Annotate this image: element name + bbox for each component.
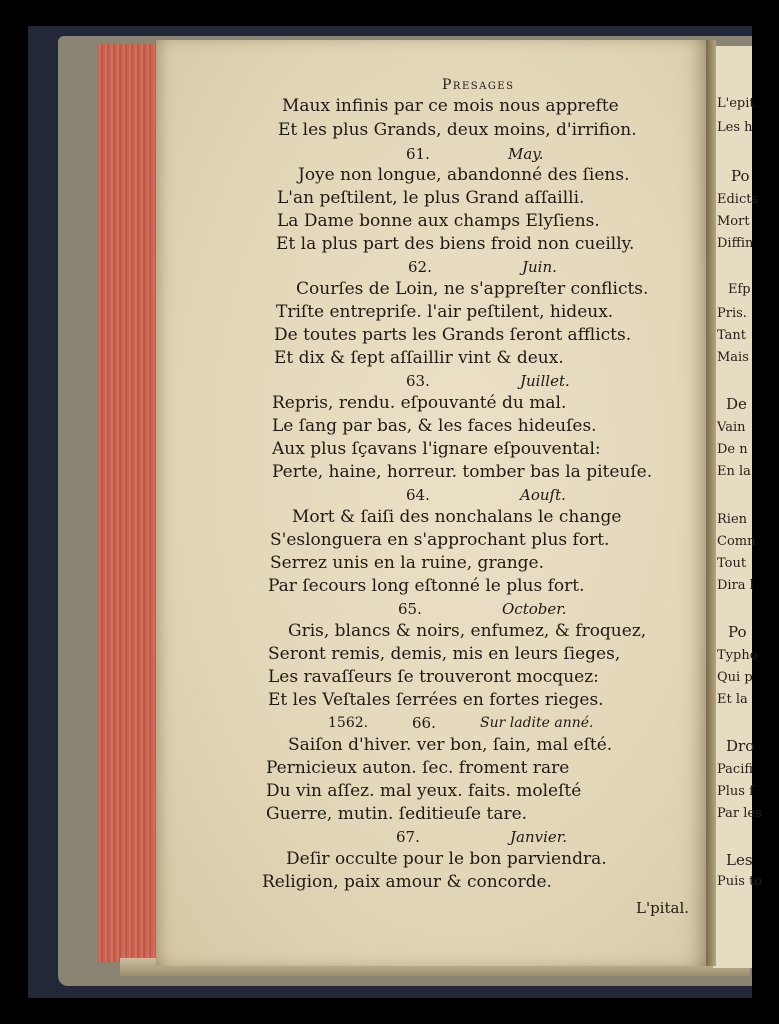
right-fragment: Po [731, 167, 750, 185]
verse-line: S'eslonguera en s'approchant plus fort. [270, 530, 610, 550]
verse-line: La Dame bonne aux champs Elyſiens. [277, 211, 600, 231]
verse-line: Guerre, mutin. ſeditieuſe tare. [266, 804, 528, 824]
verse-line: Par ſecours long eſtonné le plus fort. [268, 576, 585, 596]
quatrain-month: Juin. [522, 258, 557, 276]
right-fragment: Et la [717, 692, 748, 707]
quatrain-number: 66. [412, 714, 436, 732]
running-title: Presages [442, 77, 515, 93]
verse-line: Triſte entrepriſe. l'air peſtilent, hideux. [276, 302, 614, 322]
verse-line: Maux infinis par ce mois nous apprefte [282, 96, 619, 116]
verse-line: L'an peſtilent, le plus Grand aſſailli. [277, 188, 585, 208]
right-fragment: De [726, 395, 747, 413]
right-fragment: Tant [717, 328, 747, 343]
right-fragment: Par les [717, 806, 762, 821]
quatrain-number: 61. [406, 145, 430, 163]
quatrain-month: May. [508, 145, 544, 163]
verse-line: Courſes de Loin, ne s'appreſter conflicts. [296, 279, 649, 299]
verse-line: Seront remis, demis, mis en leurs ſieges, [268, 644, 621, 664]
quatrain-number: 63. [406, 372, 430, 390]
right-fragment: Dro [726, 737, 755, 755]
right-fragment: Pris. [717, 306, 747, 321]
catchword: L'pital. [636, 899, 690, 917]
quatrain-month: Janvier. [510, 828, 568, 846]
verse-line: Les ravaſſeurs ſe trouveront mocquez: [268, 667, 599, 687]
quatrain-number: 62. [408, 258, 432, 276]
right-fragment: Qui p [717, 670, 753, 685]
verse-line: Religion, paix amour & concorde. [262, 872, 552, 892]
right-fragment: Efp [728, 282, 751, 297]
quatrain-month: Aouſt. [520, 486, 566, 504]
right-fragment: Diffin [717, 236, 754, 251]
right-fragment: Po [728, 623, 747, 641]
right-fragment: En la [717, 464, 751, 479]
right-fragment: Mais [717, 350, 749, 365]
verse-line: Le ſang par bas, & les faces hideuſes. [272, 416, 597, 436]
verse-line: Et dix & ſept aſſaillir vint & deux. [274, 348, 564, 368]
quatrain-number: 64. [406, 486, 430, 504]
verse-line: Et les Veſtales ſerrées en fortes rieges. [268, 690, 604, 710]
right-fragment: Dira l [717, 578, 754, 593]
right-fragment: Edicts [717, 192, 759, 207]
verse-line: Aux plus ſçavans l'ignare eſpouvental: [272, 439, 601, 459]
quatrain-number: 65. [398, 600, 422, 618]
right-fragment: Rien [717, 512, 748, 527]
right-fragment: Les h [717, 120, 753, 135]
right-fragment: Puis to [717, 874, 763, 889]
quatrain-month: October. [502, 600, 567, 618]
right-fragment: Typho [717, 648, 758, 663]
verse-line: Du vin aſſez. mal yeux. faits. moleſté [266, 781, 582, 801]
quatrain-month: Sur ladite anné. [480, 715, 594, 731]
right-fragment: Tout [717, 556, 747, 571]
verse-line: Saiſon d'hiver. ver bon, ſain, mal eſté. [288, 735, 613, 755]
quatrain-number: 67. [396, 828, 420, 846]
right-fragment: Plus ſ [717, 784, 754, 799]
quatrain-year: 1562. [328, 715, 369, 731]
right-fragment: Comn [717, 534, 756, 549]
verse-line: Repris, rendu. eſpouvanté du mal. [272, 393, 567, 413]
right-fragment: De n [717, 442, 748, 457]
verse-line: Pernicieux auton. ſec. froment rare [266, 758, 570, 778]
verse-line: Serrez unis en la ruine, grange. [270, 553, 545, 573]
verse-line: De toutes parts les Grands ſeront afflicts. [274, 325, 632, 345]
right-fragment: Mort [717, 214, 750, 229]
verse-line: Joye non longue, abandonné des ſiens. [298, 165, 630, 185]
right-fragment: Vain [717, 420, 746, 435]
verse-line: Gris, blancs & noirs, enfumez, & froquez, [288, 621, 647, 641]
verse-line: Et les plus Grands, deux moins, d'irrifion. [278, 120, 637, 140]
verse-line: Perte, haine, horreur. tomber bas la piteuſe. [272, 462, 653, 482]
verse-line: Et la plus part des biens froid non cueilly. [276, 234, 635, 254]
right-fragment: Les [726, 851, 753, 869]
quatrain-month: Juillet. [520, 372, 570, 390]
right-fragment: Pacifi [717, 762, 754, 777]
right-fragment: L'epit [717, 96, 755, 111]
verse-line: Mort & ſaiſi des nonchalans le change [292, 507, 622, 527]
verse-line: Deſir occulte pour le bon parviendra. [286, 849, 607, 869]
